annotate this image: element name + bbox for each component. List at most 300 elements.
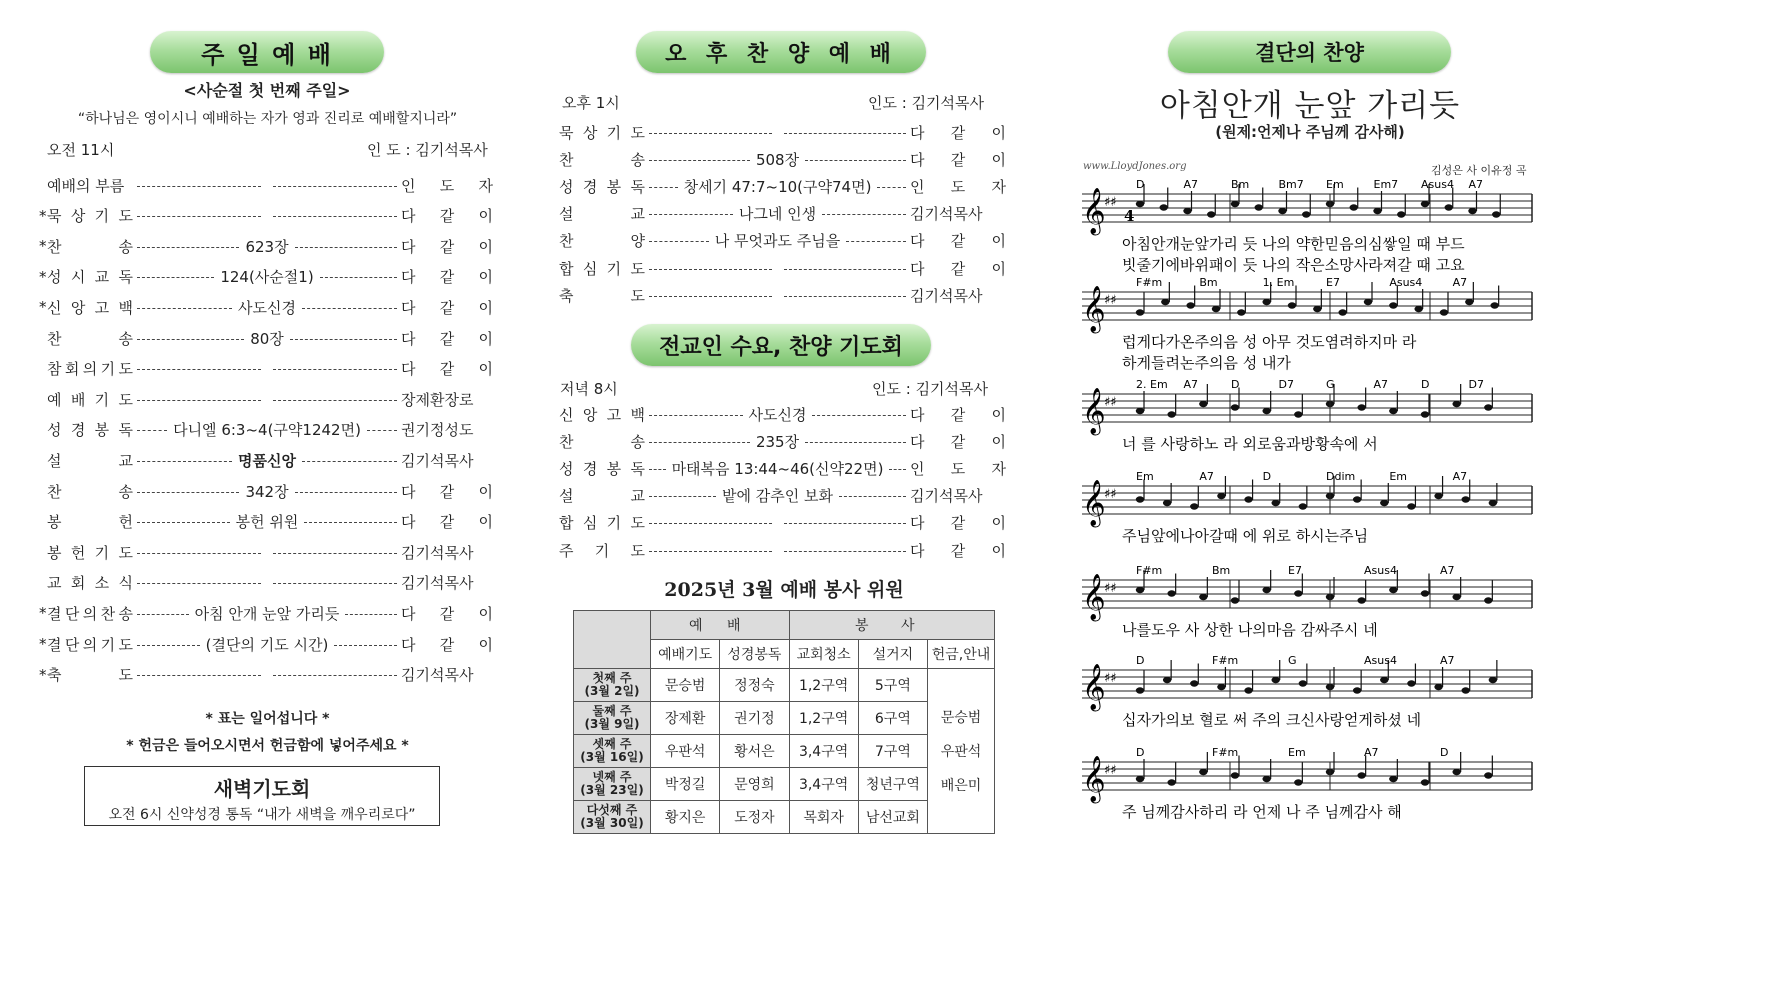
chord-symbol: D <box>1136 746 1145 759</box>
order-performer: 다 같 이 <box>401 237 493 256</box>
leader-dots <box>290 339 397 340</box>
chord-symbol: Em7 <box>1373 178 1399 191</box>
label-char: 봉 <box>47 513 62 532</box>
label-char: 신 <box>47 298 62 317</box>
leader-dots <box>273 583 397 584</box>
duty-week-cell <box>574 735 651 768</box>
chord-symbol: Bm <box>1212 564 1231 577</box>
chord-symbol: F#m <box>1212 746 1239 759</box>
leader-dots <box>805 442 906 443</box>
label-char: 합 <box>559 259 574 278</box>
duty-cell: 황서은 <box>720 735 789 768</box>
duty-week-cell <box>574 801 651 834</box>
wednesday-leader: 인도 : 김기석목사 <box>872 380 989 398</box>
order-row <box>47 419 493 441</box>
order-label <box>47 297 133 318</box>
duty-column-header: 헌금,안내 <box>928 640 995 669</box>
order-detail <box>137 184 397 187</box>
order-label <box>559 512 645 533</box>
key-signature: ♯♯ <box>1104 581 1117 596</box>
note-head <box>1136 687 1144 693</box>
stand-mark: * <box>39 604 47 623</box>
chord-symbol: Em <box>1288 746 1306 759</box>
note-head <box>1160 204 1168 210</box>
duty-date: (3월 23일) <box>580 783 644 797</box>
leader-dots <box>137 308 232 309</box>
chord-symbol: Em <box>1136 470 1154 483</box>
label-char: 기 <box>100 635 116 654</box>
label-char: 회 <box>64 360 80 379</box>
song-credit: 김성은 사 이유정 곡 <box>1431 164 1527 177</box>
chord-symbol: F#m <box>1212 654 1239 667</box>
leader-dots <box>137 461 232 462</box>
order-detail-text: 다니엘 6:3~4(구약1242면) <box>173 421 361 440</box>
duty-week-cell <box>574 702 651 735</box>
label-char: 예 <box>47 390 62 409</box>
note-head <box>1217 684 1225 690</box>
order-performer: 김기석목사 <box>910 487 983 506</box>
staff-system <box>1082 378 1532 453</box>
label-char: 앙 <box>582 405 598 424</box>
label-char: 설 <box>559 487 574 506</box>
label-char: 찬 <box>559 232 574 251</box>
stand-mark: * <box>39 237 47 256</box>
order-detail-text: 사도신경 <box>748 405 807 424</box>
chord-symbol: A7 <box>1440 654 1455 667</box>
order-detail-text: 623장 <box>245 237 289 256</box>
order-label <box>559 431 645 452</box>
order-performer: 다 같 이 <box>401 268 493 287</box>
order-row <box>559 485 1006 507</box>
leader-dots <box>137 492 239 493</box>
order-label <box>559 176 645 197</box>
chord-symbol: E7 <box>1288 564 1302 577</box>
leader-dots <box>784 296 907 297</box>
order-detail <box>137 328 397 349</box>
duty-table <box>573 610 995 834</box>
label-char: 성 <box>47 421 62 440</box>
chord-symbol: Em <box>1326 178 1344 191</box>
leader-dots <box>784 523 907 524</box>
duty-cell: 청년구역 <box>858 768 927 801</box>
order-row <box>47 572 493 594</box>
order-detail-text: (결단의 기도 시간) <box>205 635 329 654</box>
leader-dots <box>822 214 906 215</box>
order-performer: 김기석목사 <box>401 574 474 593</box>
note-head <box>1313 306 1321 312</box>
leader-dots <box>273 400 397 401</box>
offering-note: * 헌금은 들어오시면서 헌금함에 넣어주세요 * <box>126 738 409 754</box>
order-detail <box>137 367 397 370</box>
note-head <box>1492 211 1500 217</box>
note-head <box>1136 776 1144 782</box>
duty-week-cell <box>574 669 651 702</box>
staff-system <box>1082 470 1532 545</box>
label-char: 묵 <box>47 207 62 226</box>
duty-cell: 6구역 <box>858 702 927 735</box>
label-char: 성 <box>559 459 574 478</box>
label-char: 찬 <box>47 482 62 501</box>
chord-symbol: A7 <box>1440 564 1455 577</box>
note-head <box>1231 597 1239 603</box>
duty-column-header: 예배기도 <box>651 640 720 669</box>
wednesday-time: 저녁 8시 <box>560 380 618 398</box>
stand-mark: * <box>39 206 47 225</box>
duty-week: 다섯째 주 <box>586 803 638 817</box>
leader-dots <box>812 415 906 416</box>
leader-dots <box>649 133 772 134</box>
chord-symbol: G <box>1288 654 1297 667</box>
chord-symbol: Bm7 <box>1278 178 1304 191</box>
note-head <box>1272 677 1280 683</box>
label-char: 도 <box>630 514 645 533</box>
note-head <box>1462 687 1470 693</box>
order-label <box>559 258 645 279</box>
treble-clef: 𝄞 <box>1082 480 1106 526</box>
order-row <box>39 266 493 288</box>
label-char: 봉 <box>94 421 110 440</box>
time-signature: 4 <box>1124 207 1135 225</box>
order-label <box>559 404 645 425</box>
order-detail-text: 마태복음 13:44~46(신약22면) <box>671 459 884 478</box>
leader-dots <box>137 339 244 340</box>
note-head <box>1294 411 1302 417</box>
order-detail-text: 밭에 감추인 보화 <box>722 487 833 506</box>
note-head <box>1421 201 1429 207</box>
label-char: 기 <box>606 259 622 278</box>
leader-dots <box>137 614 189 615</box>
note-head <box>1231 404 1239 410</box>
note-head <box>1186 302 1194 308</box>
note-head <box>1136 496 1144 502</box>
order-performer: 다 같 이 <box>910 150 1006 169</box>
duty-date: (3월 30일) <box>580 816 644 830</box>
section-title-sunday-worship: 주 일 예 배 <box>150 31 384 73</box>
note-head <box>1389 408 1397 414</box>
leader-dots <box>889 469 906 470</box>
label-char: 기 <box>94 543 110 562</box>
label-char: 송 <box>118 482 133 501</box>
leader-dots <box>877 187 906 188</box>
duty-offering-cell <box>928 669 995 834</box>
duty-column-header: 성경봉독 <box>720 640 789 669</box>
order-performer: 다 같 이 <box>910 405 1006 424</box>
leader-dots <box>273 369 397 370</box>
order-detail-text: 나 무엇과도 주님을 <box>714 232 841 251</box>
note-head <box>1294 779 1302 785</box>
note-head <box>1357 404 1365 410</box>
note-head <box>1364 299 1372 305</box>
label-char: 송 <box>118 237 133 256</box>
note-head <box>1462 496 1470 502</box>
order-performer: 다 같 이 <box>910 514 1006 533</box>
order-row <box>559 284 1006 306</box>
note-head <box>1244 496 1252 502</box>
chord-symbol: A7 <box>1183 178 1199 191</box>
leader-dots <box>302 308 397 309</box>
chord-symbol: A7 <box>1452 276 1468 289</box>
leader-dots <box>649 469 666 470</box>
leader-dots <box>273 675 397 676</box>
label-char: 성 <box>47 268 62 287</box>
duty-week: 셋째 주 <box>592 737 632 751</box>
label-char: 축 <box>47 666 62 685</box>
order-performer: 다 같 이 <box>401 329 493 348</box>
order-detail <box>137 551 397 554</box>
note-head <box>1452 594 1460 600</box>
worship-leader: 인 도 : 김기석목사 <box>367 141 488 159</box>
leader-dots <box>273 216 397 217</box>
leader-dots <box>137 400 261 401</box>
leader-dots <box>273 186 397 187</box>
label-char: 송 <box>118 604 133 623</box>
leader-dots <box>137 675 261 676</box>
label-char: 찬 <box>47 237 62 256</box>
order-row <box>39 602 493 624</box>
label-char: 찬 <box>100 604 116 623</box>
order-detail <box>137 214 397 217</box>
leader-dots <box>649 551 772 552</box>
label-char: 경 <box>582 459 598 478</box>
worship-quote: “하나님은 영이시니 예배하는 자가 영과 진리로 예배할지니라” <box>77 111 458 127</box>
label-char: 교 <box>118 451 133 470</box>
leader-dots <box>334 645 397 646</box>
lyric-line: 주 님께감사하리 라 언제 나 주 님께감사 해 <box>1122 803 1402 821</box>
note-head <box>1161 299 1169 305</box>
stand-mark: * <box>39 267 47 286</box>
order-row <box>559 148 1006 170</box>
leader-dots <box>649 160 750 161</box>
chord-symbol: Bm <box>1231 178 1250 191</box>
note-head <box>1207 211 1215 217</box>
order-detail <box>649 131 906 134</box>
label-char: 양 <box>630 232 645 251</box>
duty-cell: 우판석 <box>651 735 720 768</box>
treble-clef: 𝄞 <box>1082 664 1106 710</box>
chord-symbol: D <box>1440 746 1449 759</box>
order-detail <box>649 203 906 224</box>
note-head <box>1199 769 1207 775</box>
note-head <box>1353 687 1361 693</box>
note-head <box>1237 309 1245 315</box>
note-head <box>1484 772 1492 778</box>
duty-column-header: 설거지 <box>858 640 927 669</box>
order-detail <box>649 521 906 524</box>
label-char: 헌 <box>70 543 86 562</box>
order-detail <box>649 294 906 297</box>
lyric-line: 십자가의보 혈로 써 주의 크신사랑얻게하셨 네 <box>1122 711 1422 729</box>
order-detail-text: 80장 <box>250 329 284 348</box>
order-row <box>559 539 1006 561</box>
note-head <box>1421 779 1429 785</box>
label-char: 고 <box>606 405 622 424</box>
leader-dots <box>649 442 750 443</box>
order-detail <box>649 176 906 197</box>
note-head <box>1353 496 1361 502</box>
label-char: 기 <box>594 541 610 560</box>
order-row <box>39 633 493 655</box>
order-performer: 다 같 이 <box>401 604 493 623</box>
order-label <box>47 664 133 685</box>
order-detail <box>137 266 397 287</box>
note-head <box>1299 680 1307 686</box>
note-head <box>1136 587 1144 593</box>
duty-cell: 3,4구역 <box>789 768 858 801</box>
order-label <box>559 285 645 306</box>
order-row <box>47 511 493 533</box>
note-head <box>1167 590 1175 596</box>
duty-date: (3월 16일) <box>580 750 644 764</box>
note-head <box>1199 594 1207 600</box>
note-head <box>1255 204 1263 210</box>
label-char: 의 <box>82 635 98 654</box>
note-head <box>1414 306 1422 312</box>
duty-week-cell <box>574 768 651 801</box>
order-row <box>559 430 1006 452</box>
note-head <box>1231 201 1239 207</box>
label-char: 의 <box>82 360 98 379</box>
order-label <box>559 458 645 479</box>
duty-week: 넷째 주 <box>592 770 632 784</box>
duty-cell: 1,2구역 <box>789 669 858 702</box>
note-head <box>1167 411 1175 417</box>
label-char: 봉 <box>606 177 622 196</box>
label-char: 신 <box>559 405 574 424</box>
label-char: 참 <box>47 360 62 379</box>
order-detail-text: 창세기 47:7~10(구약74면) <box>683 177 872 196</box>
lyric-line: 나를도우 사 상한 나의마음 감싸주시 네 <box>1122 621 1378 639</box>
treble-clef: 𝄞 <box>1082 574 1106 620</box>
chord-symbol: Asus4 <box>1389 276 1423 289</box>
order-performer: 김기석목사 <box>401 451 474 470</box>
label-char: 독 <box>630 177 645 196</box>
stand-mark: * <box>39 665 47 684</box>
leader-dots <box>649 269 772 270</box>
leader-dots <box>320 277 397 278</box>
chord-symbol: G <box>1326 378 1335 391</box>
note-head <box>1217 493 1225 499</box>
lyric-line: 아침안개눈앞가리 듯 나의 약한믿음의심쌓일 때 부드 <box>1122 235 1465 253</box>
chord-symbol: Em <box>1389 470 1408 483</box>
duty-cell: 3,4구역 <box>789 735 858 768</box>
order-label <box>47 511 133 532</box>
duty-cell: 목회자 <box>789 801 858 834</box>
key-signature: ♯♯ <box>1104 671 1117 686</box>
order-performer: 인 도 자 <box>910 177 1006 196</box>
leader-dots <box>304 522 397 523</box>
duty-cell: 장제환 <box>651 702 720 735</box>
label-char: 봉 <box>606 459 622 478</box>
worship-subtitle: <사순절 첫 번째 주일> <box>183 81 351 100</box>
chord-symbol: D <box>1421 378 1430 391</box>
label-char: 찬 <box>47 329 62 348</box>
worship-time: 오전 11시 <box>47 141 115 159</box>
afternoon-leader: 인도 : 김기석목사 <box>868 94 985 112</box>
order-detail-text: 124(사순절1) <box>220 268 314 287</box>
label-char: 성 <box>559 177 574 196</box>
order-performer: 다 같 이 <box>401 482 493 501</box>
key-signature: ♯♯ <box>1104 763 1117 778</box>
leader-dots <box>137 553 261 554</box>
note-head <box>1136 408 1144 414</box>
label-char: 상 <box>70 207 86 226</box>
order-row <box>559 403 1006 425</box>
order-label <box>47 389 133 410</box>
order-performer: 김기석목사 <box>910 205 983 224</box>
note-head <box>1407 503 1415 509</box>
note-head <box>1452 401 1460 407</box>
chord-symbol: 1. Em <box>1262 276 1295 289</box>
order-detail-text: 아침 안개 눈앞 가리듯 <box>194 604 340 623</box>
chord-symbol: A7 <box>1183 378 1199 391</box>
dawn-prayer-text: 오전 6시 신약성경 통독 “내가 새벽을 깨우리로다” <box>108 807 416 823</box>
label-char: 도 <box>630 259 645 278</box>
chord-symbol: D <box>1136 654 1145 667</box>
dawn-prayer-title: 새벽기도회 <box>213 777 311 801</box>
order-label <box>47 572 133 593</box>
order-label <box>559 149 645 170</box>
note-head <box>1389 587 1397 593</box>
order-performer: 김기석목사 <box>401 543 474 562</box>
lyric-line: 너 를 사랑하노 라 외로움과방황속에 서 <box>1122 435 1378 453</box>
note-head <box>1278 208 1286 214</box>
duty-group-worship: 예 배 <box>651 611 790 640</box>
key-signature: ♯♯ <box>1104 293 1117 308</box>
leader-dots <box>295 247 397 248</box>
note-head <box>1389 302 1397 308</box>
label-char: 상 <box>582 123 598 142</box>
duty-cell: 황지은 <box>651 801 720 834</box>
treble-clef: 𝄞 <box>1082 188 1106 234</box>
offering-helper: 우판석 <box>940 744 982 760</box>
note-head <box>1445 204 1453 210</box>
label-char: 독 <box>630 459 645 478</box>
label-char: 송 <box>118 329 133 348</box>
order-label <box>559 122 645 143</box>
leader-dots <box>367 430 397 431</box>
label-char: 경 <box>70 421 86 440</box>
order-label <box>47 481 133 502</box>
order-label <box>559 540 645 561</box>
note-head <box>1380 677 1388 683</box>
leader-dots <box>137 247 239 248</box>
label-char: 기 <box>606 514 622 533</box>
order-row <box>39 664 493 686</box>
order-detail <box>649 404 906 425</box>
note-head <box>1490 302 1498 308</box>
label-char: 백 <box>630 405 645 424</box>
order-detail <box>137 581 397 584</box>
note-head <box>1489 677 1497 683</box>
order-performer: 김기석목사 <box>401 666 474 685</box>
leader-dots <box>784 269 907 270</box>
note-head <box>1244 687 1252 693</box>
note-head <box>1373 208 1381 214</box>
order-detail-text: 봉헌 위원 <box>235 513 299 532</box>
order-label <box>47 419 133 440</box>
chord-symbol: Ddim <box>1326 470 1356 483</box>
duty-corner-cell <box>574 611 651 669</box>
order-row <box>47 449 493 471</box>
chord-symbol: A7 <box>1364 746 1379 759</box>
note-head <box>1440 309 1448 315</box>
note-head <box>1212 306 1220 312</box>
label-char: 교 <box>47 574 62 593</box>
note-head <box>1167 779 1175 785</box>
label-char: 단 <box>64 635 80 654</box>
label-char: 기 <box>606 123 622 142</box>
duty-cell: 7구역 <box>858 735 927 768</box>
